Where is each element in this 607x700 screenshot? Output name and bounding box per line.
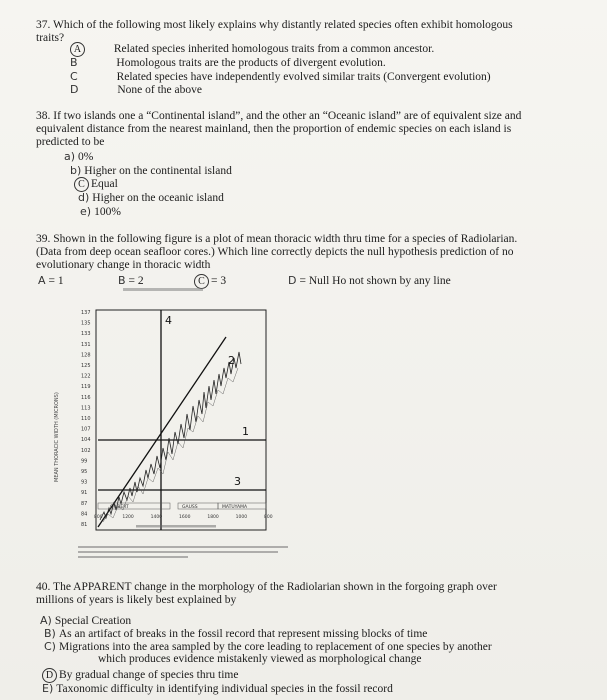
data-series xyxy=(100,352,241,520)
q37-option-a[interactable]: A Related species inherited homologous traits from a common ancestor. xyxy=(70,42,434,57)
y-tick-label: 107 xyxy=(81,426,91,433)
line-label-2: 2 xyxy=(228,354,235,367)
x-tick-label: 800 xyxy=(264,515,273,520)
figure-svg xyxy=(48,282,298,572)
plot-frame xyxy=(96,310,266,530)
line-label-1: 1 xyxy=(242,425,249,438)
q38-stem-line2: equivalent distance from the nearest mainland, then the proportion of endemic species on each island is xyxy=(36,123,512,135)
y-tick-label: 128 xyxy=(81,352,91,359)
q37-option-c[interactable]: C Related species have independently evolved similar traits (Convergent evolution) xyxy=(70,70,491,83)
x-tick-label: 1400 xyxy=(150,515,163,520)
x-tick-labels xyxy=(94,514,273,520)
y-tick-label: 93 xyxy=(81,479,88,486)
q39-answer-b[interactable]: B = 2 xyxy=(118,274,144,287)
y-tick-label: 131 xyxy=(81,341,91,348)
radiolarian-thoracic-width-figure xyxy=(48,282,298,572)
question-39 xyxy=(36,233,596,272)
q39-stem-line3: evolutionary change in thoracic width xyxy=(36,259,211,271)
x-tick-label: 800 xyxy=(94,515,103,520)
q39-answer-d[interactable]: D = Null Ho not shown by any line xyxy=(288,274,451,287)
y-tick-label: 104 xyxy=(81,437,91,444)
question-40 xyxy=(36,581,596,607)
y-tick-label: 84 xyxy=(81,511,88,518)
q38-option-e[interactable]: e) 100% xyxy=(80,205,121,218)
q40-option-a[interactable]: A) Special Creation xyxy=(40,614,132,627)
epoch-gilbert: GILBERT xyxy=(110,505,129,510)
y-tick-label: 125 xyxy=(81,363,91,369)
line-label-4: 4 xyxy=(165,314,172,327)
q37-stem-line1: 37. Which of the following most likely explains why distantly related species often exhibit homologous xyxy=(36,19,513,31)
y-tick-label: 119 xyxy=(81,384,91,391)
q40-option-c-continued: which produces evidence mistakenly viewed as morphological change xyxy=(98,653,422,665)
q37-option-b[interactable]: B Homologous traits are the products of divergent evolution. xyxy=(70,56,386,69)
y-tick-label: 95 xyxy=(81,469,88,475)
y-tick-label: 99 xyxy=(81,458,88,465)
epoch-gauss: GAUSS xyxy=(182,505,198,510)
line-2 xyxy=(98,337,226,527)
x-tick-label: 1600 xyxy=(179,515,191,520)
q39-stem-line2: (Data from deep ocean seafloor cores.) Which line correctly depicts the null hypothesis prediction of no xyxy=(36,246,514,258)
x-tick-label: 1800 xyxy=(207,515,219,520)
q39-answer-c[interactable]: C = 3 xyxy=(194,274,226,289)
q40-stem-line2: millions of years is likely best explained by xyxy=(36,594,237,606)
y-tick-labels xyxy=(81,310,91,528)
q37-stem-line2: traits? xyxy=(36,32,65,44)
y-tick-label: 137 xyxy=(81,310,91,316)
q39-answer-a[interactable]: A = 1 xyxy=(38,274,64,287)
y-tick-label: 91 xyxy=(81,490,88,497)
y-tick-label: 102 xyxy=(81,447,91,454)
q39-stem-line1: 39. Shown in the following figure is a plot of mean thoracic width thru time for a species of Radiolarian. xyxy=(36,233,518,245)
line-label-3: 3 xyxy=(234,475,241,488)
q38-stem-line3: predicted to be xyxy=(36,136,105,148)
y-axis-title: MEAN THORACIC WIDTH (MICRONS) xyxy=(54,392,60,482)
y-tick-label: 81 xyxy=(81,522,88,528)
y-tick-label: 122 xyxy=(81,373,91,380)
q37-mark-a: A xyxy=(70,42,85,57)
y-tick-label: 116 xyxy=(81,394,91,401)
y-tick-label: 135 xyxy=(81,320,91,327)
epoch-matuyama: MATUYAMA xyxy=(222,505,248,510)
question-38 xyxy=(36,110,596,149)
y-tick-label: 110 xyxy=(81,416,91,422)
q40-option-d[interactable]: D By gradual change of species thru time xyxy=(42,668,238,683)
q38-stem-line1: 38. If two islands one a “Continental island”, and the other an “Oceanic island” are of equivalent size and xyxy=(36,110,522,122)
q40-option-e[interactable]: E) Taxonomic difficulty in identifying individual species in the fossil record xyxy=(42,682,393,695)
y-tick-label: 113 xyxy=(81,405,91,412)
x-tick-label: 1000 xyxy=(235,515,248,520)
q40-option-c[interactable]: C) Migrations into the area sampled by the core leading to replacement of one species by another xyxy=(44,640,492,653)
q40-option-b[interactable]: B) As an artifact of breaks in the fossil record that represent missing blocks of time xyxy=(44,627,428,640)
y-tick-label: 87 xyxy=(81,500,88,507)
q38-option-a[interactable]: a) 0% xyxy=(64,150,94,163)
q38-option-d[interactable]: d) Higher on the oceanic island xyxy=(78,191,224,204)
x-tick-label: 1200 xyxy=(122,515,134,520)
q37-option-d[interactable]: D None of the above xyxy=(70,83,202,96)
q38-option-c[interactable]: C Equal xyxy=(74,177,118,192)
y-tick-label: 133 xyxy=(81,331,91,338)
q38-option-b[interactable]: b) Higher on the continental island xyxy=(70,164,232,177)
q40-stem-line1: 40. The APPARENT change in the morphology of the Radiolarian shown in the forgoing graph over xyxy=(36,581,497,593)
